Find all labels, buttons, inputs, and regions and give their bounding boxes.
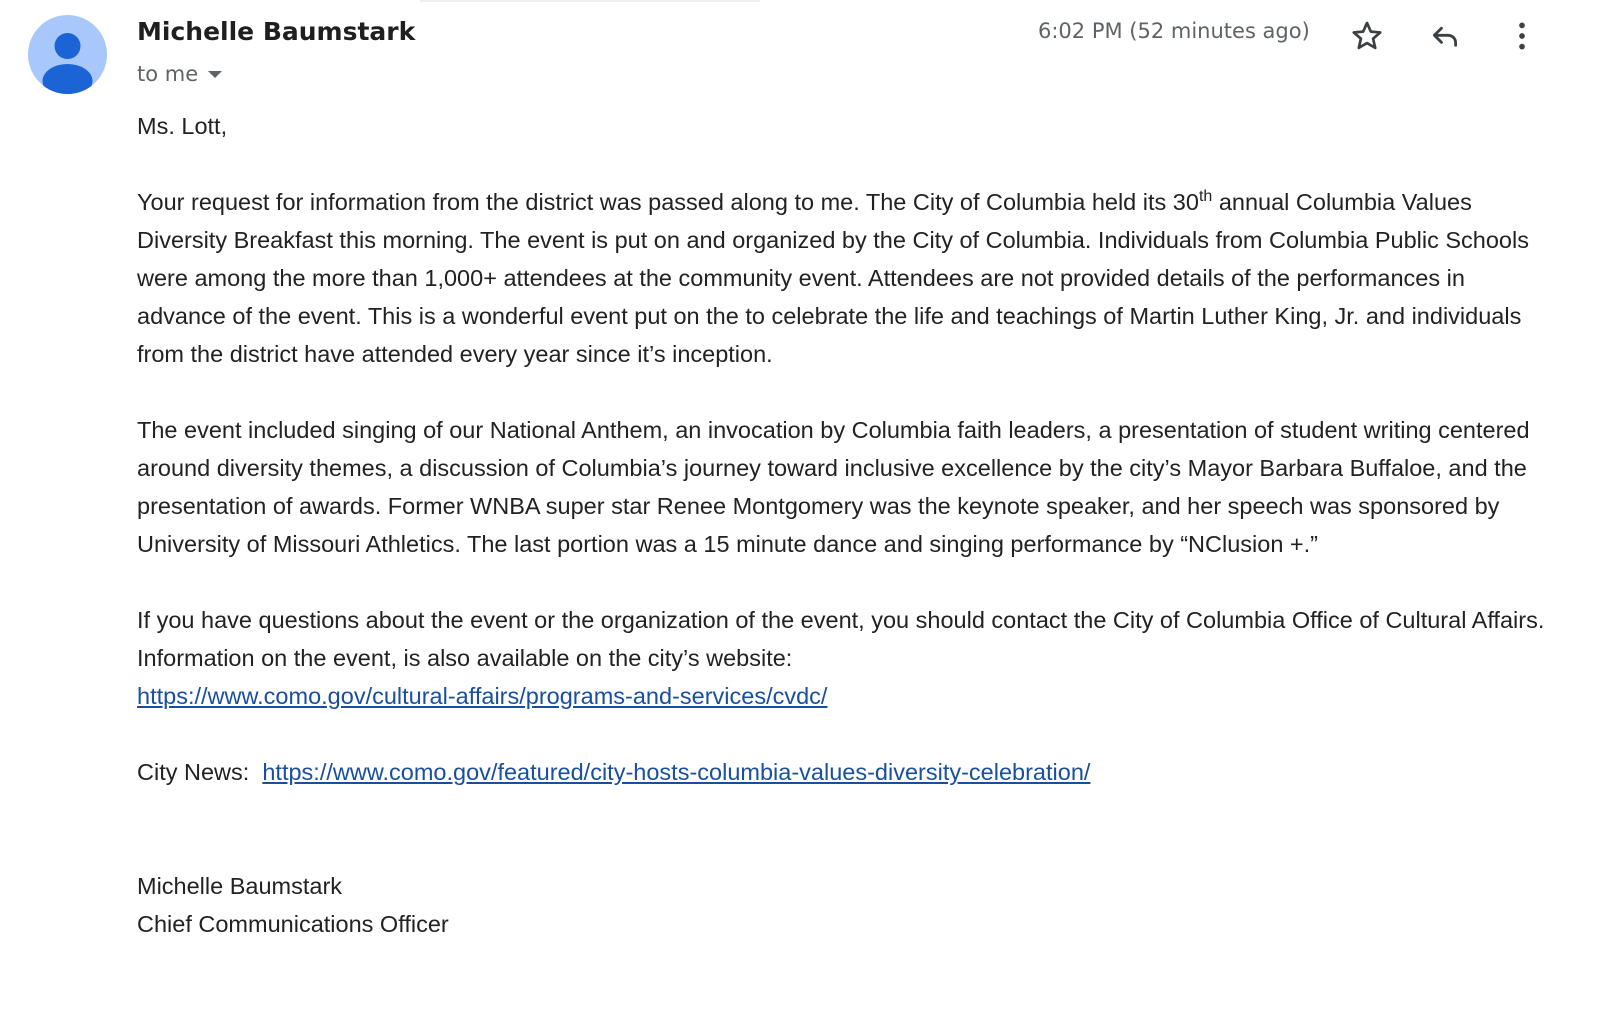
body-paragraph-1-start: Your request for information from the district was passed along to me. The City of Columbia held its 30 <box>137 189 1199 215</box>
chevron-down-icon[interactable] <box>208 71 222 78</box>
recipient-label: to me <box>137 62 199 86</box>
header-divider <box>420 0 760 2</box>
ordinal-suffix: th <box>1198 188 1213 205</box>
recipient-details-toggle[interactable] <box>137 60 222 88</box>
body-paragraph-3 <box>137 601 1557 715</box>
star-icon <box>1350 19 1384 53</box>
sender-name[interactable]: Michelle Baumstark <box>137 17 416 46</box>
reply-button[interactable] <box>1425 16 1465 56</box>
body-paragraph-3-text: If you have questions about the event or the organization of the event, you should contact the City of Columbia Office of Cultural Affairs. Information on the event, is also available on the city’s website: <box>137 607 1545 671</box>
reply-icon <box>1428 19 1462 53</box>
greeting: Ms. Lott, <box>137 113 228 139</box>
email-body <box>137 107 1557 943</box>
body-paragraph-1-end: annual Columbia Values Diversity Breakfast this morning. The event is put on and organized by the City of Columbia. Individuals from Columbia Public Schools were among the more than 1,000+ attendees at the community event. Attendees are not provided details of the performances in advance of the event. This is a wonderful event put on the to celebrate the life and teachings of Martin Luther King, Jr. and individuals from the district have attended every year since it’s inception. <box>137 189 1529 367</box>
more-vert-icon <box>1505 19 1539 53</box>
person-icon <box>28 15 107 94</box>
body-paragraph-2: The event included singing of our National Anthem, an invocation by Columbia faith leaders, a presentation of student writing centered around diversity themes, a discussion of Columbia’s journey toward inclusive excellence by the city’s Mayor Barbara Buffaloe, and the presentation of awards. Former WNBA super star Renee Montgomery was the keynote speaker, and her speech was sponsored by University of Missouri Athletics. The last portion was a 15 minute dance and singing performance by “NClusion +.” <box>137 417 1530 557</box>
city-news-link[interactable]: https://www.como.gov/featured/city-hosts-columbia-values-diversity-celebration/ <box>262 759 1091 785</box>
signature-title: Chief Communications Officer <box>137 911 449 937</box>
timestamp: 6:02 PM (52 minutes ago) <box>1038 19 1310 43</box>
avatar[interactable] <box>28 15 107 94</box>
body-paragraph-1 <box>137 183 1557 373</box>
signature-name: Michelle Baumstark <box>137 873 343 899</box>
event-info-link[interactable]: https://www.como.gov/cultural-affairs/programs-and-services/cvdc/ <box>137 683 828 709</box>
city-news-row <box>137 753 1557 791</box>
star-button[interactable] <box>1347 16 1387 56</box>
more-options-button[interactable] <box>1502 16 1542 56</box>
city-news-label: City News: <box>137 759 263 785</box>
